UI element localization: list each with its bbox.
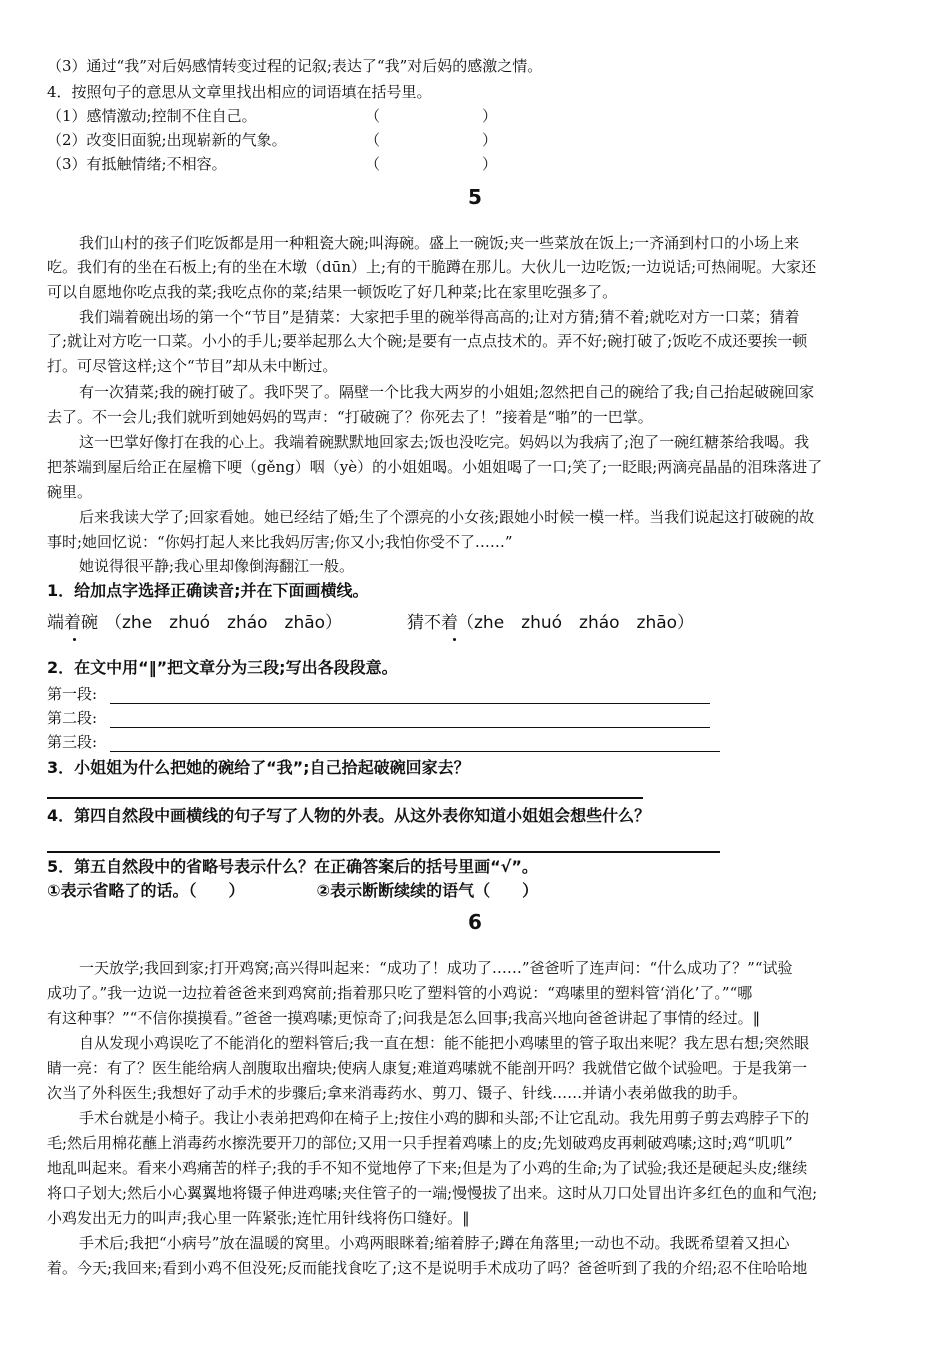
s5-text-line: 碗里。 — [47, 483, 93, 501]
s6-text-line: 成功了。”我一边说一边拉着爸爸来到鸡窝前;指着那只吃了塑料管的小鸡说：“鸡嗉里的塑料管‘消化’了。”“哪 — [47, 984, 753, 1002]
s6-text-line: 小鸡发出无力的叫声;我心里一阵紧张;连忙用针线将伤口缝好。‖ — [47, 1209, 470, 1227]
s5-text-line: 她说得很平静;我心里却像倒海翻江一般。 — [79, 557, 355, 575]
open-paren: （ — [365, 131, 381, 149]
q4-answer-line[interactable] — [47, 851, 720, 853]
word-1: 端着碗 — [47, 613, 98, 633]
s5-text-line: 我们山村的孩子们吃饭都是用一种粗瓷大碗;叫海碗。盛上一碗饭;夹一些菜放在饭上;一齐涌到村口的小场上来 — [79, 234, 800, 252]
segment-3-answer-line[interactable] — [110, 751, 720, 752]
s5-text-line: 把茶端到屋后给正在屋檐下哽（gěng）咽（yè）的小姐姐喝。小姐姐喝了一口;笑了;一眨眼;两滴亮晶晶的泪珠落进了 — [47, 458, 823, 476]
close-paren: ） — [482, 107, 498, 125]
s5-text-line: 我们端着碗出场的第一个“节目”是猜菜：大家把手里的碗举得高高的;让对方猜;猜不着;就吃对方一口菜；猜着 — [79, 308, 800, 326]
s6-text-line: 有这种事？”“不信你摸摸看。”爸爸一摸鸡嗉;更惊奇了;问我是怎么回事;我高兴地向爸爸讲起了事情的经过。‖ — [47, 1009, 761, 1027]
segment-2-label: 第二段: — [47, 709, 98, 727]
s6-text-line: 次当了外科医生;我想好了动手术的步骤后;拿来消毒药水、剪刀、镊子、针线……并请小表弟做我的助手。 — [47, 1084, 748, 1102]
s5-text-line: 可以自愿地你吃点我的菜;我吃点你的菜;结果一顿饭吃了好几种菜;比在家里吃强多了。 — [47, 283, 618, 301]
s5-text-line: 这一巴掌好像打在我的心上。我端着碗默默地回家去;饭也没吃完。妈妈以为我病了;泡了一碗红糖茶给我喝。我 — [79, 433, 810, 451]
emphasis-dot — [73, 638, 76, 641]
open-paren: （ — [365, 155, 381, 173]
s4-item-1 — [47, 106, 497, 126]
s4-question-4: 4．按照句子的意思从文章里找出相应的词语填在括号里。 — [47, 83, 432, 101]
pinyin-options-1[interactable]: （zhe zhuó zháo zhāo） — [105, 613, 343, 633]
s5-q5-options[interactable]: ①表示省略了的话。（ ） ②表示断断续续的语气（ ） — [47, 881, 539, 900]
s5-text-line: 后来我读大学了;回家看她。她已经结了婚;生了个漂亮的小女孩;跟她小时候一模一样。当我们说起这打破碗的故 — [79, 508, 815, 526]
s6-text-line: 手术后;我把“小病号”放在温暖的窝里。小鸡两眼眯着;缩着脖子;蹲在角落里;一动也不动。我既希望着又担心 — [79, 1234, 790, 1252]
s6-text-line: 自从发现小鸡误吃了不能消化的塑料管后;我一直在想：能不能把小鸡嗉里的管子取出来呢？我左思右想;突然眼 — [79, 1034, 810, 1052]
s6-text-line: 手术台就是小椅子。我让小表弟把鸡仰在椅子上;按住小鸡的脚和头部;不让它乱动。我先用剪子剪去鸡脖子下的 — [79, 1109, 810, 1127]
segment-3-label: 第三段: — [47, 733, 98, 751]
segment-2-answer-line[interactable] — [110, 727, 710, 728]
s6-text-line: 将口子划大;然后小心翼翼地将镊子伸进鸡嗉;夹住管子的一端;慢慢拔了出来。这时从刀口处冒出许多红色的血和气泡; — [47, 1184, 818, 1202]
s5-question-5: 5．第五自然段中的省略号表示什么？在正确答案后的括号里画“√”。 — [47, 857, 538, 876]
s4-item-3 — [47, 154, 497, 174]
segment-1-answer-line[interactable] — [110, 703, 710, 704]
s6-text-line: 毛;然后用棉花蘸上消毒药水擦洗要开刀的部位;又用一只手捏着鸡嗉上的皮;先划破鸡皮再刺破鸡嗉;这时;鸡“叽叽” — [47, 1134, 793, 1152]
item-text: （1）感情激动;控制不住自己。 — [47, 107, 257, 125]
s6-text-line: 着。今天;我回来;看到小鸡不但没死;反而能找食吃了;这不是说明手术成功了吗？爸爸听到了我的介绍;忍不住哈哈地 — [47, 1259, 808, 1277]
s4-q3-answer: （3）通过“我”对后妈感情转变过程的记叙;表达了“我”对后妈的感激之情。 — [47, 57, 543, 75]
q3-answer-line[interactable] — [47, 797, 643, 799]
s5-text-line: 去了。不一会儿;我们就听到她妈妈的骂声：“打破碗了？你死去了！”接着是“啪”的一巴掌。 — [47, 408, 653, 426]
pinyin-options-2[interactable]: （zhe zhuó zháo zhāo） — [457, 613, 695, 633]
section-number-6: 6 — [468, 910, 482, 934]
s5-text-line: 了;就让对方吃一口菜。小小的手儿;要举起那么大个碗;是要有一点点技术的。弄不好;碗打破了;饭吃不成还要挨一顿 — [47, 332, 808, 350]
s5-text-line: 打。可尽管这样;这个“节目”却从未中断过。 — [47, 357, 338, 375]
section-number-5: 5 — [468, 185, 482, 209]
emphasis-dot — [453, 638, 456, 641]
s5-text-line: 有一次猜菜;我的碗打破了。我吓哭了。隔壁一个比我大两岁的小姐姐;忽然把自己的碗给了我;自己抬起破碗回家 — [79, 383, 815, 401]
s6-text-line: 地乱叫起来。看来小鸡痛苦的样子;我的手不知不觉地停了下来;但是为了小鸡的生命;为了试验;我还是硬起头皮;继续 — [47, 1159, 808, 1177]
s6-text-line: 睛一亮：有了？医生能给病人剖腹取出瘤块;使病人康复;难道鸡嗉就不能剖开吗？我就借它做个试验吧。于是我第一 — [47, 1059, 808, 1077]
close-paren: ） — [482, 131, 498, 149]
s5-text-line: 吃。我们有的坐在石板上;有的坐在木墩（dūn）上;有的干脆蹲在那儿。大伙儿一边吃饭;一边说话;可热闹呢。大家还 — [47, 258, 817, 276]
close-paren: ） — [482, 155, 498, 173]
item-text: （3）有抵触情绪;不相容。 — [47, 155, 227, 173]
s6-text-line: 一天放学;我回到家;打开鸡窝;高兴得叫起来：“成功了！成功了……”爸爸听了连声问：“什么成功了？”“试验 — [79, 959, 793, 977]
s5-text-line: 事时;她回忆说：“你妈打起人来比我妈厉害;你又小;我怕你受不了……” — [47, 533, 513, 551]
s5-question-3: 3．小姐姐为什么把她的碗给了“我”;自己拾起破碗回家去？ — [47, 758, 470, 777]
s4-item-2 — [47, 130, 497, 150]
s5-question-2: 2．在文中用“‖”把文章分为三段;写出各段段意。 — [47, 658, 398, 677]
open-paren: （ — [365, 107, 381, 125]
word-2: 猜不着 — [407, 613, 458, 633]
s5-question-1: 1．给加点字选择正确读音;并在下面画横线。 — [47, 581, 369, 600]
segment-1-label: 第一段: — [47, 685, 98, 703]
item-text: （2）改变旧面貌;出现崭新的气象。 — [47, 131, 287, 149]
s5-question-4: 4．第四自然段中画横线的句子写了人物的外表。从这外表你知道小姐姐会想些什么？ — [47, 806, 651, 825]
